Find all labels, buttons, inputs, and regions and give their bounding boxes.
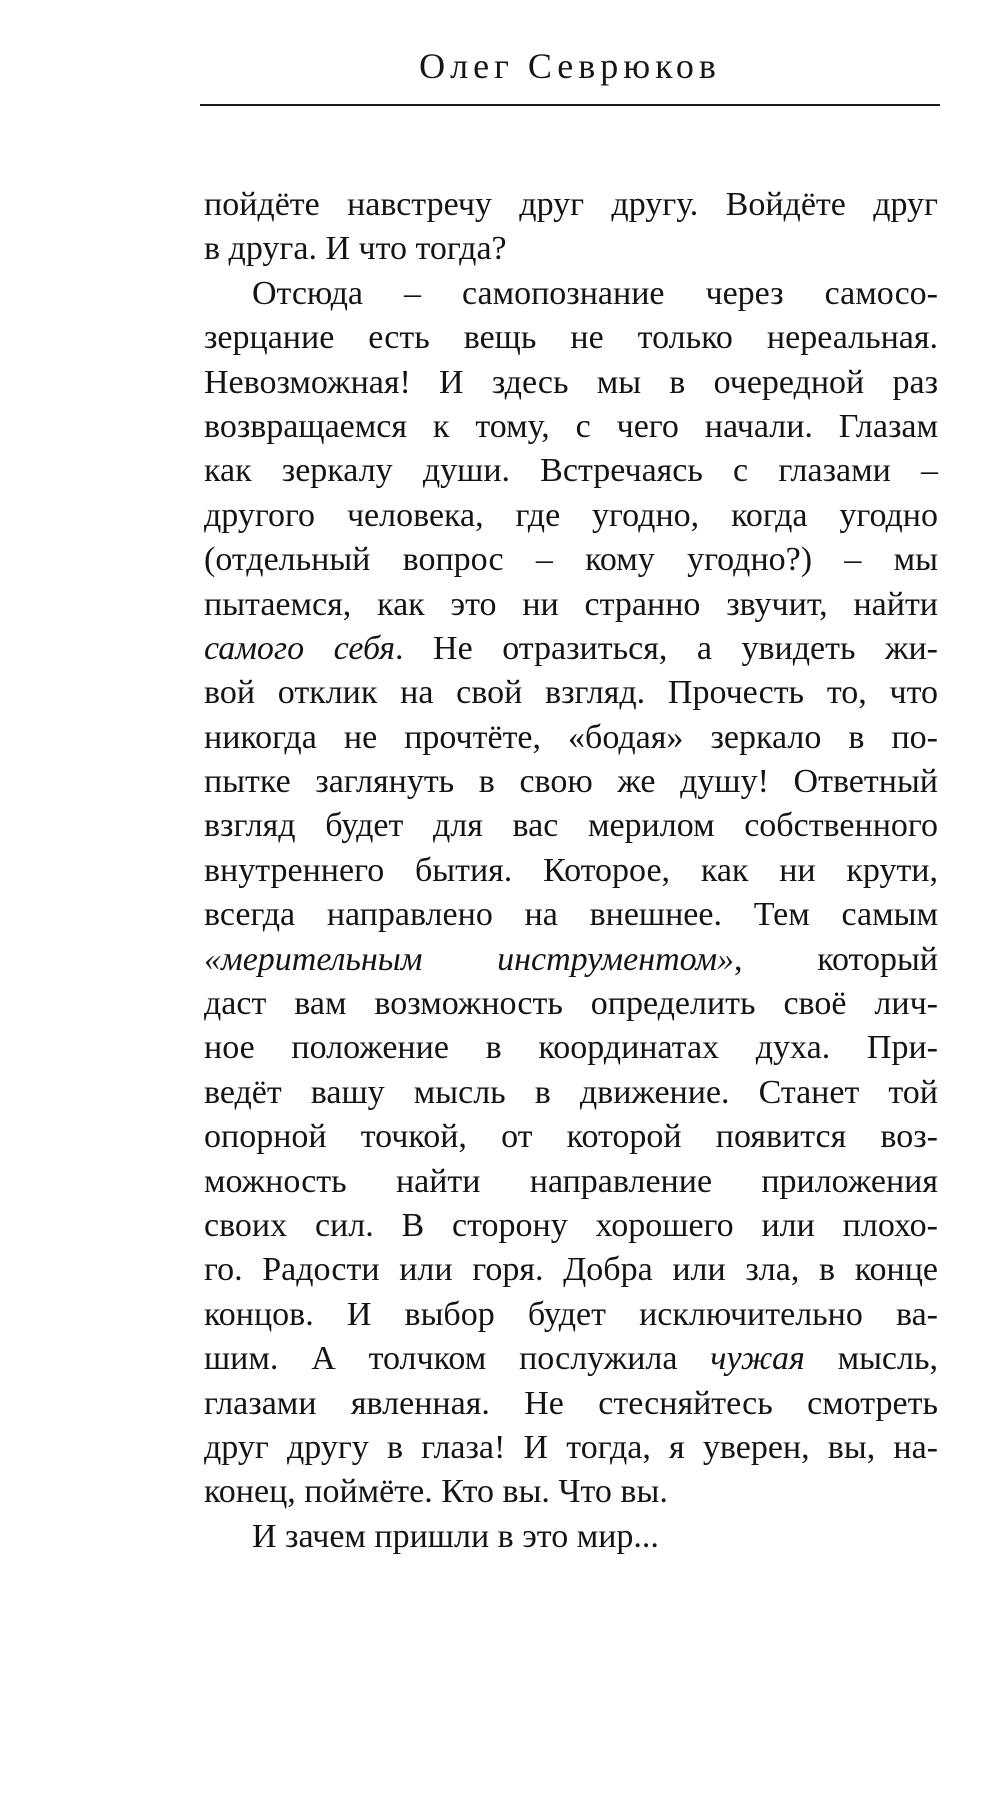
text-line: (отдельный вопрос – кому угодно?) – мы [204, 541, 938, 579]
paragraph-first-line: Отсюда – самопознание через самосо- [252, 274, 938, 312]
header-rule [200, 104, 940, 106]
running-head-author: Олег Севрюков [419, 46, 721, 86]
text-line: зерцание есть вещь не только нереальная. [204, 319, 938, 357]
text-line: пытаемся, как это ни странно звучит, найти [204, 585, 938, 623]
text-line: Невозможная! И здесь мы в очередной раз [204, 363, 938, 401]
text-line: никогда не прочтёте, «бодая» зеркало в по- [204, 718, 938, 756]
text-line: в друга. И что тогда? [204, 230, 507, 268]
italic-phrase: самого себя [204, 629, 396, 667]
text-line: другого человека, где угодно, когда угодно [204, 496, 938, 534]
text-line: вой отклик на свой взгляд. Прочесть то, что [204, 674, 938, 712]
text-line: возвращаемся к тому, с чего начали. Глазам [204, 407, 938, 445]
italic-phrase: чужая [710, 1340, 805, 1378]
text-line: ведёт вашу мысль в движение. Станет той [204, 1073, 938, 1111]
text-line: своих сил. В сторону хорошего или плохо- [204, 1206, 938, 1244]
text-line: пытке заглянуть в свою же душу! Ответный [204, 763, 938, 801]
text-line: даст вам возможность определить своё лич- [204, 985, 938, 1023]
text-line: друг другу в глаза! И тогда, я уверен, вы, на- [204, 1428, 938, 1466]
text-line: взгляд будет для вас мерилом собственного [204, 807, 938, 845]
text-line: глазами явленная. Не стесняйтесь смотреть [204, 1384, 938, 1422]
text-line: можность найти направление приложения [204, 1162, 938, 1200]
text-line: шим. А толчком послужила чужая мысль, [204, 1340, 938, 1378]
text-line: внутреннего бытия. Которое, как ни крути, [204, 851, 938, 889]
text-line: концов. И выбор будет исключительно ва- [204, 1295, 938, 1333]
body-text [204, 183, 938, 1559]
italic-phrase: «мерительным инструментом» [204, 940, 735, 978]
text-line: конец, поймёте. Кто вы. Что вы. [204, 1473, 668, 1511]
text-line: самого себя. Не отразиться, а увидеть жи- [204, 629, 938, 667]
text-line: как зеркалу души. Встречаясь с глазами – [204, 452, 938, 490]
text-line: «мерительным инструментом», который [204, 940, 938, 978]
text-line: го. Радости или горя. Добра или зла, в конце [204, 1251, 938, 1289]
paragraph-first-line: И зачем пришли в это мир... [252, 1517, 659, 1555]
text-line: ное положение в координатах духа. При- [204, 1029, 938, 1067]
text-line: всегда направлено на внешнее. Тем самым [204, 896, 938, 934]
text-line: пойдёте навстречу друг другу. Войдёте друг [204, 186, 938, 223]
text-line: опорной точкой, от которой появится воз- [204, 1118, 938, 1156]
